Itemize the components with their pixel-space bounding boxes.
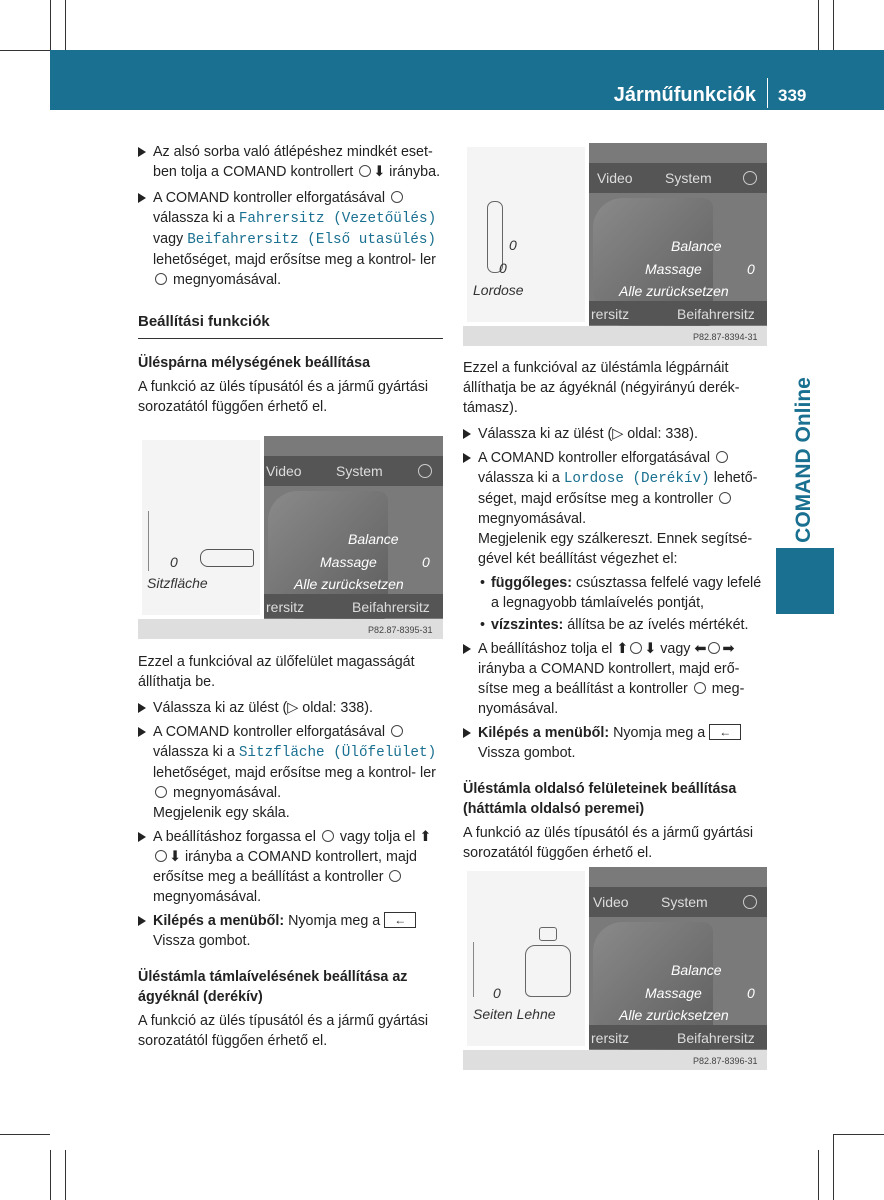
scale-icon bbox=[148, 511, 163, 571]
paragraph: A funkció az ülés típusától és a jármű gyártási sorozatától függően érhető el. bbox=[138, 1013, 429, 1049]
step-item: Válassza ki az ülést (▷ oldal: 338). bbox=[463, 424, 768, 444]
vertical-value: 0 bbox=[509, 237, 517, 253]
menu-system: System bbox=[661, 894, 708, 910]
paragraph: A funkció az ülés típusától és a jármű gyártási sorozatától függően érhető el. bbox=[463, 825, 754, 861]
menu-video: Video bbox=[593, 894, 629, 910]
tab-beifahrersitz: Beifahrersitz bbox=[677, 306, 755, 322]
left-column bbox=[138, 142, 443, 417]
menu-reset: Alle zurücksetzen bbox=[619, 1007, 729, 1023]
bullet-item: • vízszintes: állítsa be az ívelés mértékét. bbox=[480, 617, 749, 633]
bullet-item: • függőleges: csúsztassa felfelé vagy lefelé a legnagyobb támlaívelés pontját, bbox=[480, 575, 762, 611]
seat-back-side-icon bbox=[525, 945, 571, 997]
step-item: Kilépés a menüből: Nyomja meg a ← Vissza gombot. bbox=[463, 723, 768, 763]
crop-mark bbox=[833, 0, 834, 50]
menu-massage: Massage bbox=[645, 985, 702, 1001]
crop-mark bbox=[818, 0, 819, 50]
globe-icon bbox=[743, 895, 757, 909]
globe-icon bbox=[743, 171, 757, 185]
crop-mark bbox=[834, 1134, 884, 1135]
menu-massage: Massage bbox=[320, 554, 377, 570]
menu-video: Video bbox=[597, 170, 633, 186]
press-controller-icon bbox=[155, 273, 167, 285]
globe-icon bbox=[418, 464, 432, 478]
back-button-icon bbox=[709, 724, 741, 740]
press-controller-icon bbox=[694, 682, 706, 694]
menu-option-mono: Beifahrersitz (Első utasülés) bbox=[187, 232, 436, 248]
header-separator bbox=[767, 78, 768, 108]
massage-value: 0 bbox=[747, 261, 755, 277]
step-item: A COMAND kontroller elforgatásával válassza ki a Fahrersitz (Vezetőülés) vagy Beifahrersitz (Első utasülés) lehetőséget, majd erősítse meg a kontrol- ler megnyomásával. bbox=[138, 188, 443, 290]
menu-balance: Balance bbox=[671, 962, 722, 978]
subheading: Üléspárna mélységének beállítása bbox=[138, 355, 371, 371]
tab-fahrersitz: rersitz bbox=[591, 1030, 630, 1046]
crop-mark bbox=[0, 50, 50, 51]
side-tab-label: COMAND Online bbox=[792, 377, 815, 543]
controller-icon bbox=[359, 165, 371, 177]
side-tab-marker bbox=[776, 548, 834, 614]
image-caption: P82.87-8396-31 bbox=[693, 1056, 758, 1066]
subheading: Üléstámla támlaívelésének beállítása az ágyéknál (derékív) bbox=[138, 969, 408, 1005]
menu-video: Video bbox=[266, 463, 302, 479]
screen-image-seiten-lehne bbox=[463, 867, 767, 1070]
crop-mark bbox=[833, 1134, 834, 1200]
massage-value: 0 bbox=[422, 554, 430, 570]
right-column bbox=[463, 358, 768, 863]
rotate-controller-icon bbox=[322, 830, 334, 842]
rotate-controller-icon bbox=[716, 451, 728, 463]
step-item: A COMAND kontroller elforgatásával válassza ki a Lordose (Derékív) lehető- séget, majd erősítse meg a kontroller megnyomásával. Megjelenik egy szálkereszt. Ennek segítsé-gével két beállítást végezhet el: bbox=[463, 448, 768, 569]
page-title: Járműfunkciók bbox=[613, 84, 756, 106]
step-item: Az alsó sorba való átlépéshez mindkét eset-ben tolja a COMAND kontrollert ⬇ irányba. bbox=[138, 142, 443, 182]
press-controller-icon bbox=[389, 870, 401, 882]
section-heading: Beállítási funkciók bbox=[138, 312, 443, 339]
menu-balance: Balance bbox=[671, 238, 722, 254]
header-bar bbox=[50, 50, 884, 110]
screen-image-sitzflache bbox=[138, 436, 443, 639]
menu-option-mono: Sitzfläche (Ülőfelület) bbox=[238, 745, 437, 761]
page-number: 339 bbox=[778, 86, 807, 105]
paragraph: Ezzel a funkcióval az üléstámla légpárnáit állíthatja be az ágyéknál (négyirányú derék-támasz). bbox=[463, 360, 740, 416]
rotate-controller-icon bbox=[391, 191, 403, 203]
menu-system: System bbox=[336, 463, 383, 479]
rotate-controller-icon bbox=[391, 725, 403, 737]
slide-controller-icon bbox=[708, 642, 720, 654]
crop-mark bbox=[65, 1150, 66, 1200]
crop-mark bbox=[50, 0, 51, 50]
screen-label: Seiten Lehne bbox=[473, 1006, 556, 1022]
tab-fahrersitz: rersitz bbox=[266, 599, 305, 615]
tab-fahrersitz: rersitz bbox=[591, 306, 630, 322]
step-item: A beállításhoz forgassa el vagy tolja el ⬆⬇ irányba a COMAND kontrollert, majd erősítse meg a beállítást a kontroller megnyomásával. bbox=[138, 827, 443, 907]
paragraph: A funkció az ülés típusától és a jármű gyártási sorozatától függően érhető el. bbox=[138, 379, 429, 415]
tab-beifahrersitz: Beifahrersitz bbox=[677, 1030, 755, 1046]
image-caption: P82.87-8395-31 bbox=[368, 625, 433, 635]
tab-beifahrersitz: Beifahrersitz bbox=[352, 599, 430, 615]
screen-image-lordose bbox=[463, 143, 767, 346]
crop-mark bbox=[65, 0, 66, 50]
crop-mark bbox=[0, 1134, 50, 1135]
menu-option-mono: Fahrersitz (Vezetőülés) bbox=[238, 211, 437, 227]
paragraph: Ezzel a funkcióval az ülőfelület magasságát állíthatja be. bbox=[138, 654, 415, 690]
menu-reset: Alle zurücksetzen bbox=[619, 283, 729, 299]
crop-mark bbox=[50, 1150, 51, 1200]
screen-label: Lordose bbox=[473, 282, 524, 298]
image-caption: P82.87-8394-31 bbox=[693, 332, 758, 342]
headrest-icon bbox=[539, 927, 557, 941]
menu-massage: Massage bbox=[645, 261, 702, 277]
scale-icon bbox=[473, 942, 488, 997]
step-item: A COMAND kontroller elforgatásával válassza ki a Sitzfläche (Ülőfelület) lehetőséget, majd erősítse meg a kontrol- ler megnyomásával. Megjelenik egy skála. bbox=[138, 722, 443, 823]
step-item: Kilépés a menüből: Nyomja meg a ← Vissza gombot. bbox=[138, 911, 443, 951]
menu-balance: Balance bbox=[348, 531, 399, 547]
menu-reset: Alle zurücksetzen bbox=[294, 576, 404, 592]
slide-controller-icon bbox=[155, 850, 167, 862]
screen-label: Sitzfläche bbox=[147, 575, 208, 591]
menu-option-mono: Lordose (Derékív) bbox=[563, 471, 710, 487]
horizontal-value: 0 bbox=[499, 260, 507, 276]
massage-value: 0 bbox=[747, 985, 755, 1001]
press-controller-icon bbox=[719, 492, 731, 504]
step-item: Válassza ki az ülést (▷ oldal: 338). bbox=[138, 698, 443, 718]
slide-controller-icon bbox=[630, 642, 642, 654]
press-controller-icon bbox=[155, 786, 167, 798]
left-column-2 bbox=[138, 652, 443, 1051]
step-item: A beállításhoz tolja el ⬆ ⬇ vagy ⬅ ➡ irányba a COMAND kontrollert, majd erő-sítse meg a beállítást a kontroller meg-nyomásával. bbox=[463, 639, 768, 719]
scale-value: 0 bbox=[493, 985, 501, 1001]
seat-cushion-icon bbox=[200, 549, 254, 567]
scale-value: 0 bbox=[170, 554, 178, 570]
subheading: Üléstámla oldalsó felületeinek beállítása (háttámla oldalsó peremei) bbox=[463, 781, 737, 817]
crop-mark bbox=[818, 1150, 819, 1200]
back-button-icon bbox=[384, 912, 416, 928]
menu-system: System bbox=[665, 170, 712, 186]
